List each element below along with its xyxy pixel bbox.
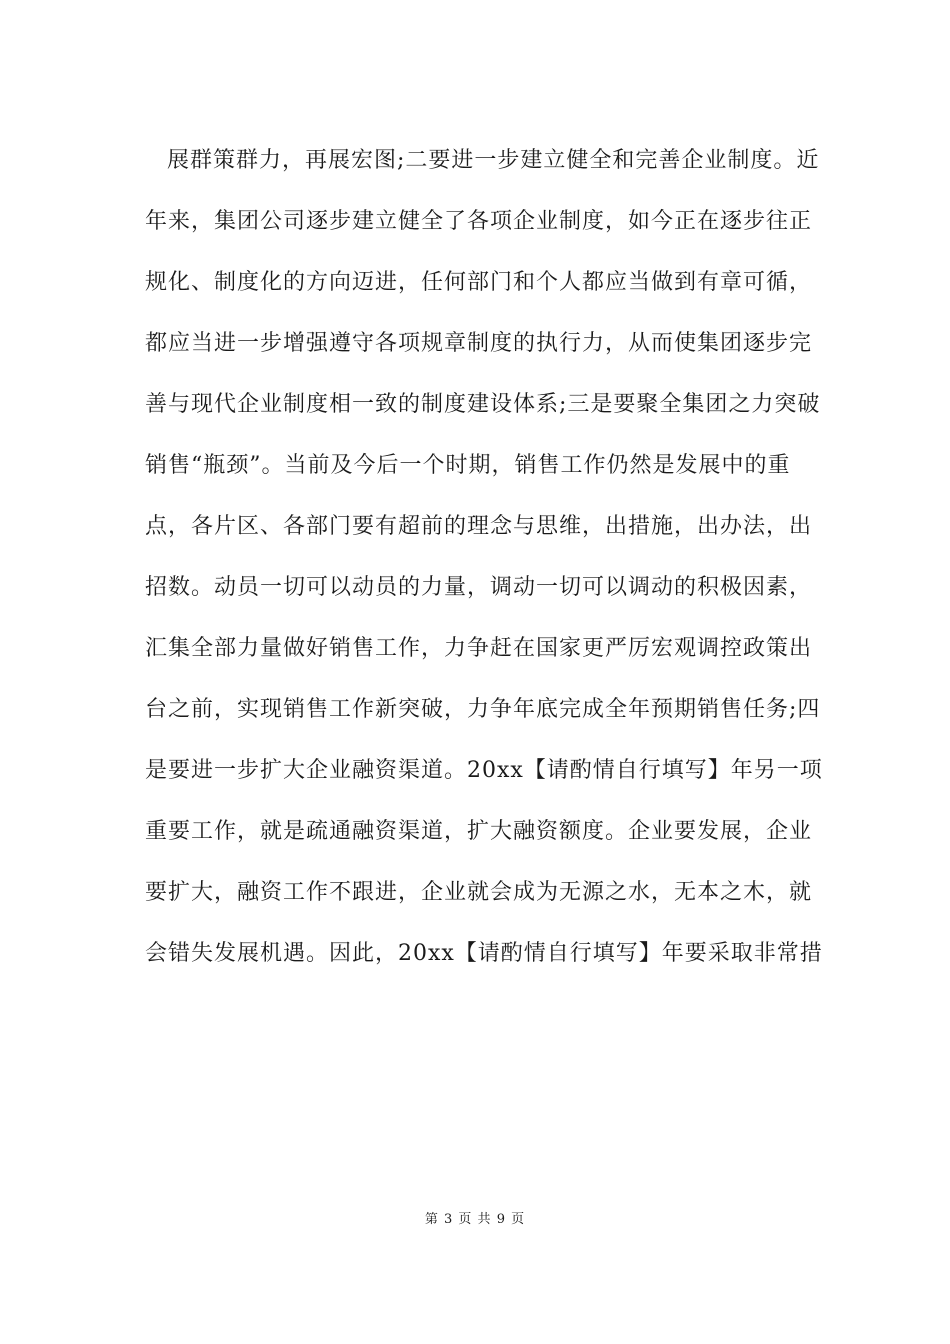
text-line: 重要工作，就是疏通融资渠道，扩大融资额度。企业要发展，企业 [145,819,813,844]
text-line: 点，各片区、各部门要有超前的理念与思维，出措施，出办法，出 [145,514,813,539]
text-line: 会错失发展机遇。因此，20xx【请酌情自行填写】年要采取非常措 [145,941,823,966]
text-line: 招数。动员一切可以动员的力量，调动一切可以调动的积极因素， [145,575,813,600]
text-line: 都应当进一步增强遵守各项规章制度的执行力，从而使集团逐步完 [145,331,813,356]
text-line: 汇集全部力量做好销售工作，力争赶在国家更严厉宏观调控政策出 [145,636,813,661]
body-text [145,130,823,984]
text-line: 展群策群力，再展宏图;二要进一步建立健全和完善企业制度。近 [167,148,820,173]
text-line: 是要进一步扩大企业融资渠道。20xx【请酌情自行填写】年另一项 [145,758,823,783]
text-line: 要扩大，融资工作不跟进，企业就会成为无源之水，无本之木，就 [145,880,813,905]
text-line: 善与现代企业制度相一致的制度建设体系;三是要聚全集团之力突破 [145,392,821,417]
text-line: 台之前，实现销售工作新突破，力争年底完成全年预期销售任务;四 [145,697,821,722]
text-line: 年来，集团公司逐步建立健全了各项企业制度，如今正在逐步往正 [145,209,813,234]
text-line: 销售“瓶颈”。当前及今后一个时期，销售工作仍然是发展中的重 [145,453,791,478]
page-number-footer: 第 3 页 共 9 页 [424,1212,526,1227]
text-line: 规化、制度化的方向迈进，任何部门和个人都应当做到有章可循， [145,270,813,295]
